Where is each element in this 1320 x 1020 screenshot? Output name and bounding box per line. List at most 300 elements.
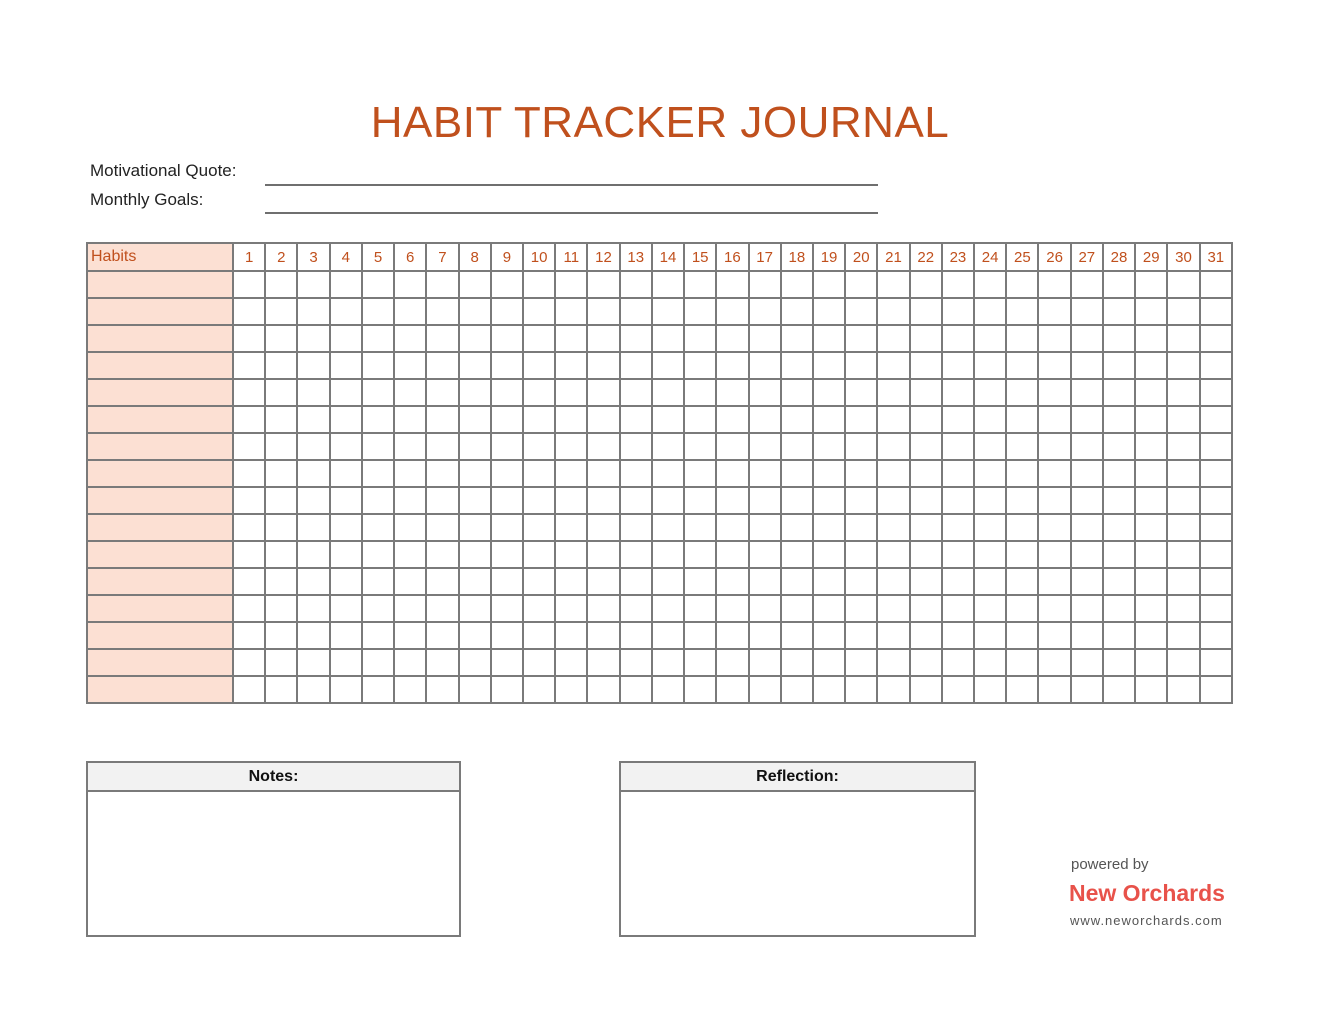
day-check-cell[interactable] [265,487,297,514]
day-check-cell[interactable] [910,298,942,325]
day-check-cell[interactable] [749,325,781,352]
day-check-cell[interactable] [716,676,748,703]
day-check-cell[interactable] [910,487,942,514]
day-check-cell[interactable] [1103,487,1135,514]
day-check-cell[interactable] [1103,271,1135,298]
day-check-cell[interactable] [362,460,394,487]
day-check-cell[interactable] [684,676,716,703]
day-check-cell[interactable] [1135,676,1167,703]
day-check-cell[interactable] [845,379,877,406]
day-check-cell[interactable] [781,406,813,433]
day-check-cell[interactable] [362,325,394,352]
habit-name-cell[interactable] [87,406,233,433]
day-check-cell[interactable] [620,514,652,541]
day-check-cell[interactable] [330,379,362,406]
day-check-cell[interactable] [684,514,716,541]
day-check-cell[interactable] [1006,460,1038,487]
day-check-cell[interactable] [974,541,1006,568]
day-check-cell[interactable] [330,352,362,379]
day-check-cell[interactable] [781,433,813,460]
day-check-cell[interactable] [1200,433,1232,460]
day-check-cell[interactable] [1038,541,1070,568]
day-check-cell[interactable] [1071,487,1103,514]
day-check-cell[interactable] [297,622,329,649]
day-check-cell[interactable] [1006,271,1038,298]
day-check-cell[interactable] [877,676,909,703]
day-check-cell[interactable] [523,271,555,298]
day-check-cell[interactable] [1167,460,1199,487]
day-check-cell[interactable] [555,325,587,352]
day-check-cell[interactable] [426,622,458,649]
day-check-cell[interactable] [749,460,781,487]
day-check-cell[interactable] [459,514,491,541]
day-check-cell[interactable] [555,514,587,541]
day-check-cell[interactable] [394,352,426,379]
day-check-cell[interactable] [813,514,845,541]
day-check-cell[interactable] [523,325,555,352]
day-check-cell[interactable] [523,406,555,433]
day-check-cell[interactable] [749,271,781,298]
day-check-cell[interactable] [1038,676,1070,703]
day-check-cell[interactable] [330,406,362,433]
day-check-cell[interactable] [974,514,1006,541]
day-check-cell[interactable] [394,433,426,460]
day-check-cell[interactable] [1038,271,1070,298]
motivational-quote-line[interactable] [265,184,878,186]
day-check-cell[interactable] [265,298,297,325]
day-check-cell[interactable] [330,514,362,541]
day-check-cell[interactable] [394,487,426,514]
day-check-cell[interactable] [877,325,909,352]
day-check-cell[interactable] [910,595,942,622]
day-check-cell[interactable] [523,298,555,325]
day-check-cell[interactable] [1135,487,1167,514]
day-check-cell[interactable] [781,595,813,622]
day-check-cell[interactable] [942,271,974,298]
day-check-cell[interactable] [684,487,716,514]
day-check-cell[interactable] [1135,325,1167,352]
day-check-cell[interactable] [620,298,652,325]
day-check-cell[interactable] [1071,271,1103,298]
day-check-cell[interactable] [877,379,909,406]
day-check-cell[interactable] [813,433,845,460]
day-check-cell[interactable] [426,487,458,514]
day-check-cell[interactable] [974,298,1006,325]
day-check-cell[interactable] [716,514,748,541]
day-check-cell[interactable] [265,379,297,406]
day-check-cell[interactable] [265,325,297,352]
habit-name-cell[interactable] [87,622,233,649]
day-check-cell[interactable] [1038,460,1070,487]
day-check-cell[interactable] [265,271,297,298]
day-check-cell[interactable] [491,352,523,379]
day-check-cell[interactable] [233,406,265,433]
day-check-cell[interactable] [974,676,1006,703]
day-check-cell[interactable] [297,406,329,433]
day-check-cell[interactable] [749,649,781,676]
day-check-cell[interactable] [652,595,684,622]
day-check-cell[interactable] [620,325,652,352]
day-check-cell[interactable] [555,487,587,514]
day-check-cell[interactable] [362,352,394,379]
day-check-cell[interactable] [459,676,491,703]
day-check-cell[interactable] [1167,298,1199,325]
day-check-cell[interactable] [813,649,845,676]
day-check-cell[interactable] [974,325,1006,352]
day-check-cell[interactable] [297,433,329,460]
day-check-cell[interactable] [233,433,265,460]
day-check-cell[interactable] [459,406,491,433]
day-check-cell[interactable] [1167,379,1199,406]
day-check-cell[interactable] [974,352,1006,379]
day-check-cell[interactable] [394,379,426,406]
day-check-cell[interactable] [620,595,652,622]
day-check-cell[interactable] [1071,325,1103,352]
day-check-cell[interactable] [555,676,587,703]
day-check-cell[interactable] [1200,487,1232,514]
day-check-cell[interactable] [459,487,491,514]
day-check-cell[interactable] [491,649,523,676]
day-check-cell[interactable] [1103,379,1135,406]
day-check-cell[interactable] [684,595,716,622]
day-check-cell[interactable] [684,271,716,298]
day-check-cell[interactable] [426,460,458,487]
day-check-cell[interactable] [1038,325,1070,352]
day-check-cell[interactable] [491,271,523,298]
day-check-cell[interactable] [1006,649,1038,676]
day-check-cell[interactable] [491,676,523,703]
day-check-cell[interactable] [265,568,297,595]
day-check-cell[interactable] [394,325,426,352]
habit-name-cell[interactable] [87,487,233,514]
day-check-cell[interactable] [974,568,1006,595]
day-check-cell[interactable] [1071,379,1103,406]
day-check-cell[interactable] [233,568,265,595]
day-check-cell[interactable] [652,541,684,568]
day-check-cell[interactable] [813,298,845,325]
day-check-cell[interactable] [845,460,877,487]
day-check-cell[interactable] [1006,379,1038,406]
day-check-cell[interactable] [555,622,587,649]
day-check-cell[interactable] [877,514,909,541]
day-check-cell[interactable] [426,325,458,352]
day-check-cell[interactable] [330,487,362,514]
day-check-cell[interactable] [233,649,265,676]
day-check-cell[interactable] [877,406,909,433]
day-check-cell[interactable] [555,298,587,325]
day-check-cell[interactable] [1038,514,1070,541]
day-check-cell[interactable] [1006,568,1038,595]
day-check-cell[interactable] [749,514,781,541]
day-check-cell[interactable] [459,622,491,649]
day-check-cell[interactable] [749,676,781,703]
day-check-cell[interactable] [974,379,1006,406]
day-check-cell[interactable] [652,514,684,541]
day-check-cell[interactable] [1135,595,1167,622]
day-check-cell[interactable] [362,676,394,703]
day-check-cell[interactable] [813,352,845,379]
day-check-cell[interactable] [877,298,909,325]
day-check-cell[interactable] [1071,595,1103,622]
day-check-cell[interactable] [942,325,974,352]
day-check-cell[interactable] [555,649,587,676]
day-check-cell[interactable] [1135,271,1167,298]
habit-name-cell[interactable] [87,271,233,298]
habit-name-cell[interactable] [87,514,233,541]
day-check-cell[interactable] [974,433,1006,460]
day-check-cell[interactable] [459,460,491,487]
day-check-cell[interactable] [491,379,523,406]
day-check-cell[interactable] [1200,271,1232,298]
day-check-cell[interactable] [330,298,362,325]
day-check-cell[interactable] [297,649,329,676]
day-check-cell[interactable] [330,676,362,703]
day-check-cell[interactable] [233,352,265,379]
day-check-cell[interactable] [652,676,684,703]
day-check-cell[interactable] [362,649,394,676]
day-check-cell[interactable] [1135,622,1167,649]
day-check-cell[interactable] [1200,514,1232,541]
day-check-cell[interactable] [877,271,909,298]
day-check-cell[interactable] [523,433,555,460]
day-check-cell[interactable] [845,433,877,460]
day-check-cell[interactable] [910,460,942,487]
day-check-cell[interactable] [555,595,587,622]
day-check-cell[interactable] [362,595,394,622]
day-check-cell[interactable] [620,379,652,406]
day-check-cell[interactable] [974,622,1006,649]
day-check-cell[interactable] [459,595,491,622]
day-check-cell[interactable] [1103,460,1135,487]
day-check-cell[interactable] [1200,649,1232,676]
day-check-cell[interactable] [813,271,845,298]
day-check-cell[interactable] [974,406,1006,433]
day-check-cell[interactable] [1103,541,1135,568]
day-check-cell[interactable] [781,352,813,379]
day-check-cell[interactable] [297,325,329,352]
day-check-cell[interactable] [394,271,426,298]
day-check-cell[interactable] [684,541,716,568]
day-check-cell[interactable] [684,325,716,352]
day-check-cell[interactable] [749,622,781,649]
day-check-cell[interactable] [877,433,909,460]
habit-name-cell[interactable] [87,649,233,676]
day-check-cell[interactable] [942,433,974,460]
day-check-cell[interactable] [652,649,684,676]
day-check-cell[interactable] [877,568,909,595]
day-check-cell[interactable] [459,271,491,298]
day-check-cell[interactable] [426,676,458,703]
day-check-cell[interactable] [942,487,974,514]
day-check-cell[interactable] [910,433,942,460]
day-check-cell[interactable] [781,676,813,703]
day-check-cell[interactable] [781,487,813,514]
day-check-cell[interactable] [813,541,845,568]
day-check-cell[interactable] [1135,352,1167,379]
notes-area[interactable] [88,792,459,934]
monthly-goals-line[interactable] [265,212,878,214]
day-check-cell[interactable] [845,622,877,649]
day-check-cell[interactable] [426,649,458,676]
day-check-cell[interactable] [620,649,652,676]
day-check-cell[interactable] [587,568,619,595]
day-check-cell[interactable] [587,379,619,406]
day-check-cell[interactable] [459,379,491,406]
day-check-cell[interactable] [587,352,619,379]
day-check-cell[interactable] [813,568,845,595]
day-check-cell[interactable] [942,649,974,676]
day-check-cell[interactable] [297,379,329,406]
day-check-cell[interactable] [845,271,877,298]
day-check-cell[interactable] [620,622,652,649]
day-check-cell[interactable] [1103,406,1135,433]
day-check-cell[interactable] [265,514,297,541]
day-check-cell[interactable] [394,676,426,703]
day-check-cell[interactable] [845,487,877,514]
day-check-cell[interactable] [265,433,297,460]
day-check-cell[interactable] [813,379,845,406]
day-check-cell[interactable] [910,541,942,568]
day-check-cell[interactable] [1135,406,1167,433]
day-check-cell[interactable] [265,595,297,622]
day-check-cell[interactable] [1071,460,1103,487]
day-check-cell[interactable] [813,595,845,622]
day-check-cell[interactable] [1135,379,1167,406]
day-check-cell[interactable] [1167,433,1199,460]
day-check-cell[interactable] [1135,649,1167,676]
day-check-cell[interactable] [652,298,684,325]
day-check-cell[interactable] [426,541,458,568]
day-check-cell[interactable] [845,298,877,325]
day-check-cell[interactable] [1071,676,1103,703]
day-check-cell[interactable] [459,325,491,352]
day-check-cell[interactable] [491,595,523,622]
day-check-cell[interactable] [426,298,458,325]
day-check-cell[interactable] [910,325,942,352]
day-check-cell[interactable] [877,460,909,487]
day-check-cell[interactable] [330,271,362,298]
day-check-cell[interactable] [813,406,845,433]
day-check-cell[interactable] [491,460,523,487]
day-check-cell[interactable] [749,568,781,595]
day-check-cell[interactable] [1135,514,1167,541]
website-link[interactable]: www.neworchards.com [1070,913,1223,928]
day-check-cell[interactable] [781,271,813,298]
day-check-cell[interactable] [394,649,426,676]
day-check-cell[interactable] [910,406,942,433]
day-check-cell[interactable] [1103,568,1135,595]
day-check-cell[interactable] [1200,676,1232,703]
day-check-cell[interactable] [877,352,909,379]
day-check-cell[interactable] [652,352,684,379]
day-check-cell[interactable] [1006,487,1038,514]
day-check-cell[interactable] [362,487,394,514]
day-check-cell[interactable] [1167,649,1199,676]
day-check-cell[interactable] [330,568,362,595]
day-check-cell[interactable] [233,487,265,514]
day-check-cell[interactable] [233,298,265,325]
habit-name-cell[interactable] [87,568,233,595]
day-check-cell[interactable] [877,622,909,649]
day-check-cell[interactable] [394,406,426,433]
day-check-cell[interactable] [781,325,813,352]
day-check-cell[interactable] [587,433,619,460]
day-check-cell[interactable] [1103,298,1135,325]
day-check-cell[interactable] [265,460,297,487]
day-check-cell[interactable] [1038,298,1070,325]
day-check-cell[interactable] [1038,352,1070,379]
day-check-cell[interactable] [555,352,587,379]
day-check-cell[interactable] [1038,568,1070,595]
day-check-cell[interactable] [620,676,652,703]
day-check-cell[interactable] [1071,649,1103,676]
day-check-cell[interactable] [587,460,619,487]
day-check-cell[interactable] [394,568,426,595]
day-check-cell[interactable] [587,298,619,325]
habit-name-cell[interactable] [87,433,233,460]
day-check-cell[interactable] [491,514,523,541]
day-check-cell[interactable] [1038,649,1070,676]
day-check-cell[interactable] [716,622,748,649]
day-check-cell[interactable] [942,622,974,649]
day-check-cell[interactable] [330,595,362,622]
day-check-cell[interactable] [781,298,813,325]
day-check-cell[interactable] [297,460,329,487]
day-check-cell[interactable] [910,622,942,649]
day-check-cell[interactable] [555,406,587,433]
day-check-cell[interactable] [555,460,587,487]
day-check-cell[interactable] [459,352,491,379]
day-check-cell[interactable] [587,514,619,541]
day-check-cell[interactable] [1071,298,1103,325]
day-check-cell[interactable] [845,406,877,433]
day-check-cell[interactable] [652,271,684,298]
day-check-cell[interactable] [749,433,781,460]
day-check-cell[interactable] [781,649,813,676]
day-check-cell[interactable] [942,298,974,325]
day-check-cell[interactable] [749,379,781,406]
day-check-cell[interactable] [749,541,781,568]
day-check-cell[interactable] [974,271,1006,298]
day-check-cell[interactable] [781,622,813,649]
day-check-cell[interactable] [233,676,265,703]
day-check-cell[interactable] [523,676,555,703]
day-check-cell[interactable] [297,271,329,298]
day-check-cell[interactable] [265,622,297,649]
day-check-cell[interactable] [716,595,748,622]
day-check-cell[interactable] [362,568,394,595]
day-check-cell[interactable] [1135,568,1167,595]
day-check-cell[interactable] [652,406,684,433]
day-check-cell[interactable] [233,325,265,352]
day-check-cell[interactable] [781,568,813,595]
day-check-cell[interactable] [1071,352,1103,379]
day-check-cell[interactable] [652,487,684,514]
day-check-cell[interactable] [942,460,974,487]
day-check-cell[interactable] [974,649,1006,676]
day-check-cell[interactable] [781,460,813,487]
day-check-cell[interactable] [394,460,426,487]
day-check-cell[interactable] [491,298,523,325]
day-check-cell[interactable] [974,487,1006,514]
day-check-cell[interactable] [330,325,362,352]
day-check-cell[interactable] [330,649,362,676]
day-check-cell[interactable] [684,406,716,433]
day-check-cell[interactable] [1006,676,1038,703]
day-check-cell[interactable] [394,541,426,568]
reflection-area[interactable] [621,792,974,934]
day-check-cell[interactable] [974,595,1006,622]
